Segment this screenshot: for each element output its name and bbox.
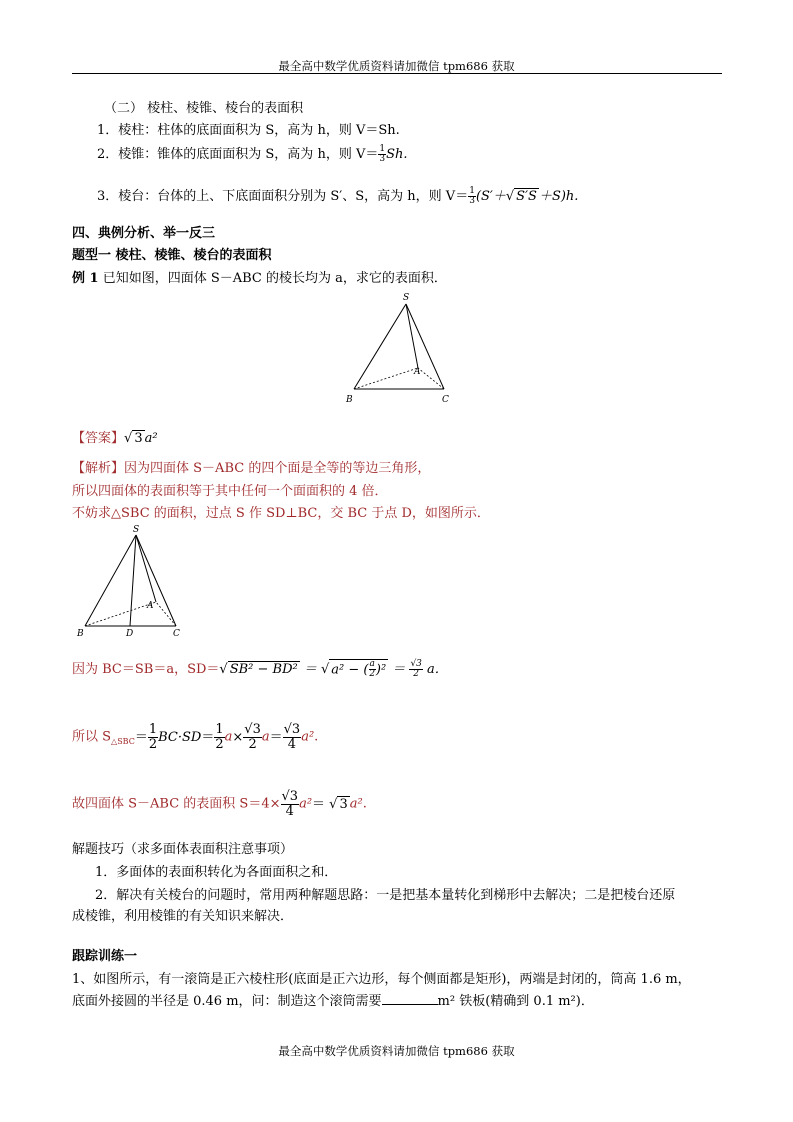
answer: 【答案】√ 3 a² — [72, 431, 158, 446]
item2-formula-tail: Sh. — [386, 147, 408, 162]
item3-formula-end: ＋S)h. — [538, 189, 579, 204]
analysis-text-1: 因为四面体 S－ABC 的四个面是全等的等边三角形， — [124, 461, 431, 476]
section2-item3: 3．棱台：台体的上、下底面面积分别为 S′、S，高为 h，则 V＝ $\frac{1}{3}$ (S′＋√ S′S ＋S)h. — [97, 185, 579, 206]
page-footer: 最全高中数学优质资料请加微信 tpm686 获取 — [278, 1044, 515, 1058]
fraction-one-third: $\frac{1}{3}$ — [379, 143, 386, 164]
tips-item2b: 成棱锥，利用棱锥的有关知识来解决． — [72, 909, 294, 924]
item3-formula: (S′＋ — [475, 189, 506, 204]
equation-2-text: 所以 S — [72, 729, 112, 745]
example1 — [72, 267, 447, 286]
practice-title: 跟踪训练一 — [72, 949, 138, 964]
equation-1-text: 因为 BC＝SB＝a，SD＝ — [72, 662, 220, 677]
fraction-one-third: $\frac{1}{3}$ — [469, 185, 475, 206]
section4-title: 四、典例分析、举一反三 — [72, 226, 216, 241]
tetrahedron-figure-1 — [340, 290, 455, 405]
answer-tail: a² — [144, 431, 158, 446]
practice-text-tail: m² 铁板(精确到 0.1 m²)． — [437, 994, 594, 1009]
example-label: 例 1 — [72, 271, 99, 286]
type1-title: 题型一 棱柱、棱锥、棱台的表面积 — [72, 248, 272, 263]
answer-root: 3 — [134, 431, 143, 446]
example-text: 已知如图，四面体 S－ABC 的棱长均为 a，求它的表面积． — [98, 271, 447, 286]
item2-text: 2．棱锥：锥体的底面面积为 S，高为 h，则 V＝ — [97, 147, 379, 162]
analysis-line3: 不妨求△SBC 的面积，过点 S 作 SD⊥BC，交 BC 于点 D，如图所示． — [72, 506, 490, 521]
section2-title: （二） 棱柱、棱锥、棱台的表面积 — [104, 101, 304, 116]
label-A: A — [147, 601, 154, 611]
tips-item1: 1．多面体的表面积转化为各面面积之和． — [95, 865, 338, 880]
answer-blank[interactable] — [382, 993, 438, 1005]
label-A: A — [414, 367, 421, 377]
analysis-equation-1: 因为 BC＝SB＝a，SD＝√ SB² − BD² ＝ √ a² − ( $\frac{a}{2}$ )² ＝ $\frac{√3}{2}$ a． — [72, 658, 448, 679]
item3-text: 3．棱台：台体的上、下底面面积分别为 S′、S，高为 h，则 V＝ — [97, 189, 469, 204]
analysis-line2: 所以四面体的表面积等于其中任何一个面面积的 4 倍． — [72, 484, 388, 499]
label-C: C — [442, 395, 449, 405]
label-B: B — [77, 629, 84, 639]
label-S: S — [403, 293, 410, 303]
label-B: B — [346, 395, 353, 405]
header-rule — [72, 73, 722, 74]
tips-item2a: 2．解决有关棱台的问题时，常用两种解题思路：一是把基本量转化到梯形中去解决；二是把棱台还原 — [95, 888, 676, 903]
answer-label: 【答案】 — [72, 431, 125, 446]
practice-line2 — [72, 990, 594, 1009]
item3-root: S′S — [516, 189, 537, 204]
label-S: S — [133, 525, 140, 535]
tetrahedron-figure-2 — [72, 522, 187, 640]
analysis-label: 【解析】 — [72, 461, 125, 476]
tips-title: 解题技巧（求多面体表面积注意事项） — [72, 842, 294, 857]
label-D: D — [126, 629, 134, 639]
analysis-line1 — [72, 457, 430, 476]
equation-2-subscript: △SBC — [111, 737, 135, 747]
page-header: 最全高中数学优质资料请加微信 tpm686 获取 — [278, 59, 515, 73]
analysis-equation-3: 故四面体 S－ABC 的表面积 S＝4× $\frac{√3}{4}$ a²＝ √ 3 a². — [72, 789, 367, 819]
practice-text: 底面外接圆的半径是 0.46 m，问：制造这个滚筒需要 — [72, 994, 382, 1009]
section2-item2 — [97, 143, 408, 164]
section2-item1: 1．棱柱：柱体的底面面积为 S，高为 h，则 V＝Sh. — [97, 123, 400, 138]
label-C: C — [173, 629, 180, 639]
equation-3-text: 故四面体 S－ABC 的表面积 S＝4× — [72, 796, 281, 812]
practice-line1: 1、如图所示，有一滚筒是正六棱柱形(底面是正六边形，每个侧面都是矩形)，两端是封闭的，筒高 1.6 m， — [72, 972, 691, 987]
analysis-equation-2: 所以 $S_{\triangle SBC}=$ $\frac{1}{2}$ BC·SD＝ $\frac{1}{2}$ a× $\frac{√3}{2}$ a＝ $\frac{√3}{4}$ a². — [72, 722, 319, 752]
